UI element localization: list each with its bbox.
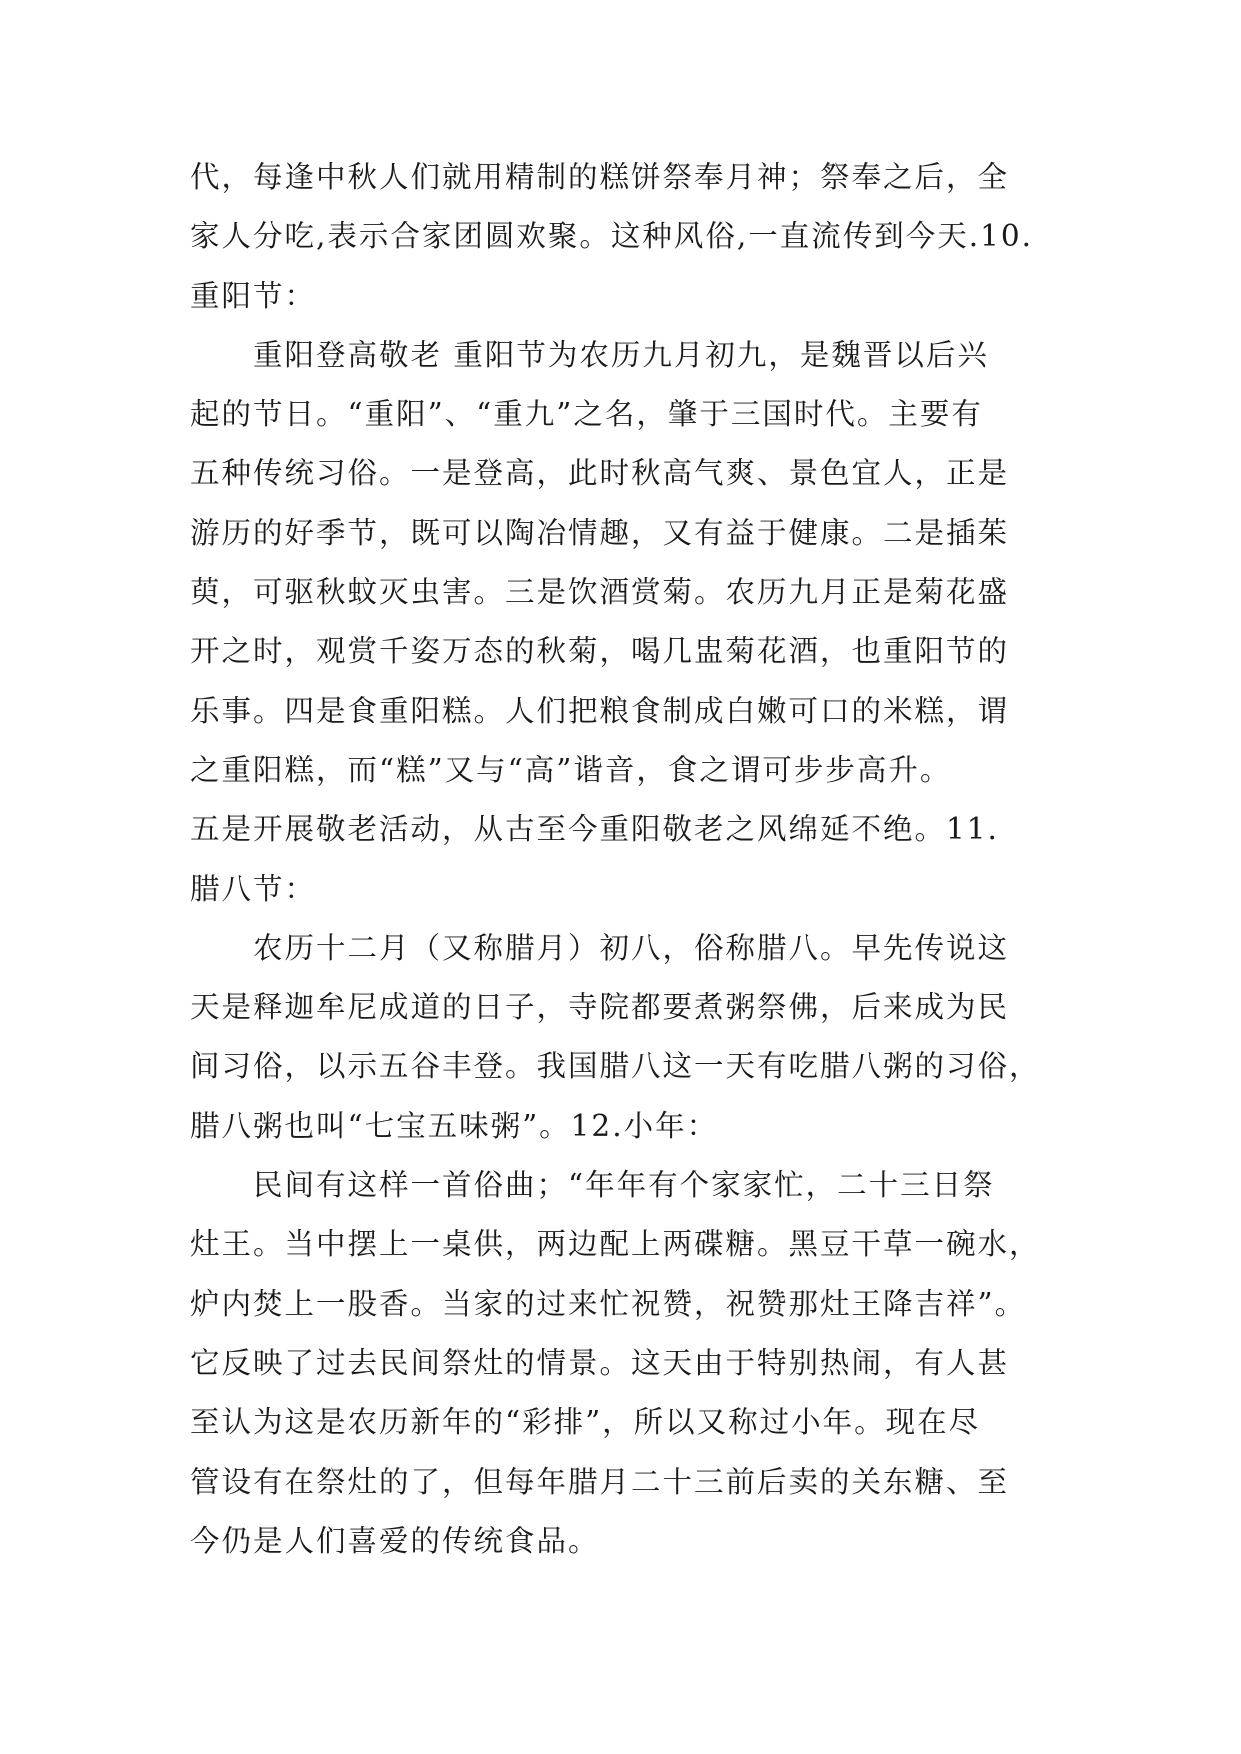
text-line: 间习俗，以示五谷丰登。我国腊八这一天有吃腊八粥的习俗， xyxy=(190,1049,1041,1084)
text-line: 至认为这是农历新年的“彩排”，所以又称过小年。现在尽 xyxy=(190,1405,981,1440)
text-line: 天是释迦牟尼成道的日子，寺院都要煮粥祭佛，后来成为民 xyxy=(190,990,1010,1025)
text-line: 今仍是人们喜爱的传统食品。 xyxy=(190,1523,600,1558)
section-heading: 重阳节： xyxy=(190,278,317,313)
text-line: 五种传统习俗。一是登高，此时秋高气爽、景色宜人，正是 xyxy=(190,456,1010,491)
document-body xyxy=(190,148,1060,1571)
text-line: 家人分吃,表示合家团圆欢聚。这种风俗,一直流传到今天.10. xyxy=(190,219,1034,254)
text-line: 灶王。当中摆上一桌供，两边配上两碟糖。黑豆干草一碗水， xyxy=(190,1227,1041,1262)
text-line: 开之时，观赏千姿万态的秋菊，喝几盅菊花酒，也重阳节的 xyxy=(190,634,1010,669)
text-line: 乐事。四是食重阳糕。人们把粮食制成白嫩可口的米糕，谓 xyxy=(190,693,1010,728)
text-line: 代，每逢中秋人们就用精制的糕饼祭奉月神；祭奉之后，全 xyxy=(190,160,1010,194)
text-line: 腊八粥也叫“七宝五味粥”。12.小年： xyxy=(190,1108,719,1143)
text-line: 民间有这样一首俗曲；“年年有个家家忙，二十三日祭 xyxy=(190,1168,995,1203)
text-line: 炉内焚上一股香。当家的过来忙祝赞，祝赞那灶王降吉祥”。 xyxy=(190,1286,1027,1321)
text-line: 重阳登高敬老 重阳节为农历九月初九，是魏晋以后兴 xyxy=(190,337,989,372)
text-line: 之重阳糕，而“糕”又与“高”谐音，食之谓可步步高升。 xyxy=(190,752,952,787)
text-line: 游历的好季节，既可以陶冶情趣，又有益于健康。二是插茱 xyxy=(190,515,1010,550)
text-line: 管设有在祭灶的了，但每年腊月二十三前后卖的关东糖、至 xyxy=(190,1464,1010,1499)
text-line: 它反映了过去民间祭灶的情景。这天由于特别热闹，有人甚 xyxy=(190,1345,1010,1380)
section-heading: 腊八节： xyxy=(190,871,317,906)
text-line: 萸，可驱秋蚊灭虫害。三是饮酒赏菊。农历九月正是菊花盛 xyxy=(190,575,1010,610)
text-line: 五是开展敬老活动，从古至今重阳敬老之风绵延不绝。11. xyxy=(190,812,999,847)
text-line: 起的节日。“重阳”、“重九”之名，肇于三国时代。主要有 xyxy=(190,397,983,432)
text-line: 农历十二月（又称腊月）初八，俗称腊八。早先传说这 xyxy=(190,930,1010,965)
